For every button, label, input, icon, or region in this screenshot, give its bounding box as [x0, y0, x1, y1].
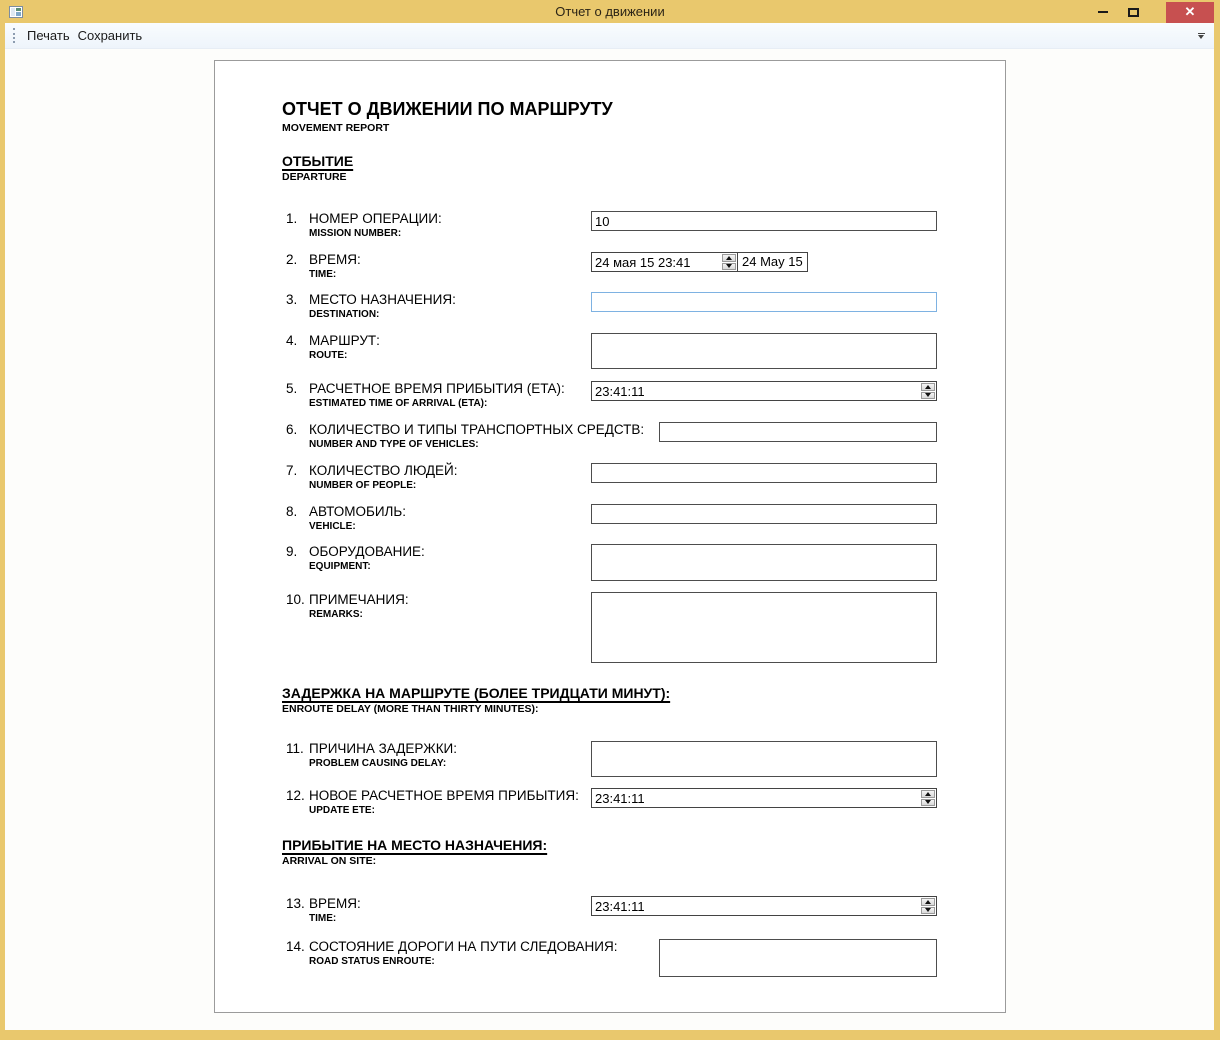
window-title: Отчет о движении — [555, 4, 665, 19]
route-textarea[interactable] — [591, 333, 937, 369]
update-ete-time-input[interactable] — [592, 789, 920, 807]
field-label-ru: ПРИЧИНА ЗАДЕРЖКИ: — [309, 741, 458, 756]
datetime-spin-up-button[interactable] — [722, 254, 736, 262]
field-label-en: NUMBER OF PEOPLE: — [309, 480, 417, 491]
title-bar[interactable] — [0, 0, 1220, 23]
arrival-time-input[interactable] — [592, 897, 920, 915]
eta-spin-up-button[interactable] — [921, 383, 935, 391]
arrival-spin-down-button[interactable] — [921, 907, 935, 915]
spin-down-icon — [925, 908, 931, 912]
vehicles-input[interactable] — [659, 422, 937, 442]
spin-up-icon — [726, 256, 732, 260]
save-button[interactable]: Сохранить — [77, 28, 143, 43]
minimize-icon — [1098, 11, 1108, 13]
close-icon: ✕ — [1184, 4, 1196, 19]
minimize-button[interactable] — [1088, 2, 1118, 23]
remarks-textarea[interactable] — [591, 592, 937, 663]
field-number: 6. — [286, 422, 298, 437]
field-label-ru: ВРЕМЯ: — [309, 896, 361, 911]
field-label-ru: ВРЕМЯ: — [309, 252, 361, 267]
field-label-ru: МЕСТО НАЗНАЧЕНИЯ: — [309, 292, 456, 307]
update-ete-spin-down-button[interactable] — [921, 799, 935, 807]
field-label-ru: ОБОРУДОВАНИЕ: — [309, 544, 425, 559]
field-label-en: DESTINATION: — [309, 309, 380, 320]
field-number: 1. — [286, 211, 298, 226]
field-number: 9. — [286, 544, 298, 559]
road-status-textarea[interactable] — [659, 939, 937, 977]
field-number: 3. — [286, 292, 298, 307]
delay-reason-textarea[interactable] — [591, 741, 937, 777]
field-label-ru: АВТОМОБИЛЬ: — [309, 504, 407, 519]
spin-down-icon — [726, 264, 732, 268]
section-arrival-subheading: ARRIVAL ON SITE: — [282, 855, 377, 867]
section-arrival-heading: ПРИБЫТИЕ НА МЕСТО НАЗНАЧЕНИЯ: — [282, 837, 548, 853]
field-number: 12. — [286, 788, 305, 803]
print-button[interactable]: Печать — [27, 28, 70, 43]
field-number: 11. — [286, 741, 304, 756]
update-ete-spin-up-button[interactable] — [921, 790, 935, 798]
field-label-en: EQUIPMENT: — [309, 561, 371, 572]
field-label-ru: ПРИМЕЧАНИЯ: — [309, 592, 409, 607]
field-label-ru: МАРШРУТ: — [309, 333, 380, 348]
mission-number-input[interactable] — [591, 211, 937, 231]
field-label-en: ROUTE: — [309, 350, 348, 361]
field-label-ru: КОЛИЧЕСТВО ЛЮДЕЙ: — [309, 463, 458, 478]
field-label-ru: КОЛИЧЕСТВО И ТИПЫ ТРАНСПОРТНЫХ СРЕДСТВ: — [309, 422, 645, 437]
document-subtitle: MOVEMENT REPORT — [282, 122, 390, 134]
datetime-spin-down-button[interactable] — [722, 263, 736, 271]
eta-spin-down-button[interactable] — [921, 392, 935, 400]
field-label-en: TIME: — [309, 269, 337, 280]
maximize-icon — [1128, 8, 1139, 17]
document-title: ОТЧЕТ О ДВИЖЕНИИ ПО МАРШРУТУ — [282, 99, 613, 119]
spin-down-icon — [925, 800, 931, 804]
arrival-spin-up-button[interactable] — [921, 898, 935, 906]
departure-date-label: 24 May 15 — [737, 252, 808, 272]
field-number: 4. — [286, 333, 298, 348]
overflow-icon — [1198, 33, 1205, 34]
app-icon — [9, 6, 23, 18]
section-delay-heading: ЗАДЕРЖКА НА МАРШРУТЕ (БОЛЕЕ ТРИДЦАТИ МИНУТ): — [282, 685, 671, 701]
field-number: 5. — [286, 381, 298, 396]
field-label-en: NUMBER AND TYPE OF VEHICLES: — [309, 439, 479, 450]
report-page — [214, 60, 1006, 1013]
app-body — [5, 23, 1214, 1030]
spin-up-icon — [925, 792, 931, 796]
field-label-en: MISSION NUMBER: — [309, 228, 402, 239]
people-count-input[interactable] — [591, 463, 937, 483]
toolbar-grip[interactable] — [13, 28, 15, 43]
content-area — [5, 49, 1214, 1030]
toolbar-overflow-button[interactable] — [1194, 28, 1208, 44]
field-number: 13. — [286, 896, 305, 911]
departure-datetime-input[interactable] — [592, 253, 721, 271]
field-label-ru: НОМЕР ОПЕРАЦИИ: — [309, 211, 442, 226]
vehicle-input[interactable] — [591, 504, 937, 524]
field-label-ru: НОВОЕ РАСЧЕТНОЕ ВРЕМЯ ПРИБЫТИЯ: — [309, 788, 579, 803]
spin-down-icon — [925, 393, 931, 397]
toolbar — [5, 23, 1214, 49]
field-label-en: UPDATE ETE: — [309, 805, 375, 816]
field-label-ru: СОСТОЯНИЕ ДОРОГИ НА ПУТИ СЛЕДОВАНИЯ: — [309, 939, 618, 954]
eta-time-input[interactable] — [592, 382, 920, 400]
field-number: 10. — [286, 592, 305, 607]
field-label-en: VEHICLE: — [309, 521, 356, 532]
field-label-ru: РАСЧЕТНОЕ ВРЕМЯ ПРИБЫТИЯ (ETA): — [309, 381, 565, 396]
field-number: 2. — [286, 252, 298, 267]
field-number: 14. — [286, 939, 305, 954]
equipment-textarea[interactable] — [591, 544, 937, 581]
field-number: 7. — [286, 463, 298, 478]
field-label-en: TIME: — [309, 913, 337, 924]
close-button[interactable] — [1166, 2, 1214, 23]
field-label-en: PROBLEM CAUSING DELAY: — [309, 758, 447, 769]
field-label-en: ESTIMATED TIME OF ARRIVAL (ETA): — [309, 398, 488, 409]
section-departure-subheading: DEPARTURE — [282, 171, 347, 183]
spin-up-icon — [925, 900, 931, 904]
spin-up-icon — [925, 385, 931, 389]
section-delay-subheading: ENROUTE DELAY (MORE THAN THIRTY MINUTES): — [282, 703, 539, 715]
field-label-en: ROAD STATUS ENROUTE: — [309, 956, 435, 967]
section-departure-heading: ОТБЫТИЕ — [282, 153, 354, 169]
maximize-button[interactable] — [1118, 2, 1148, 23]
field-number: 8. — [286, 504, 298, 519]
field-label-en: REMARKS: — [309, 609, 363, 620]
destination-input[interactable] — [591, 292, 937, 312]
